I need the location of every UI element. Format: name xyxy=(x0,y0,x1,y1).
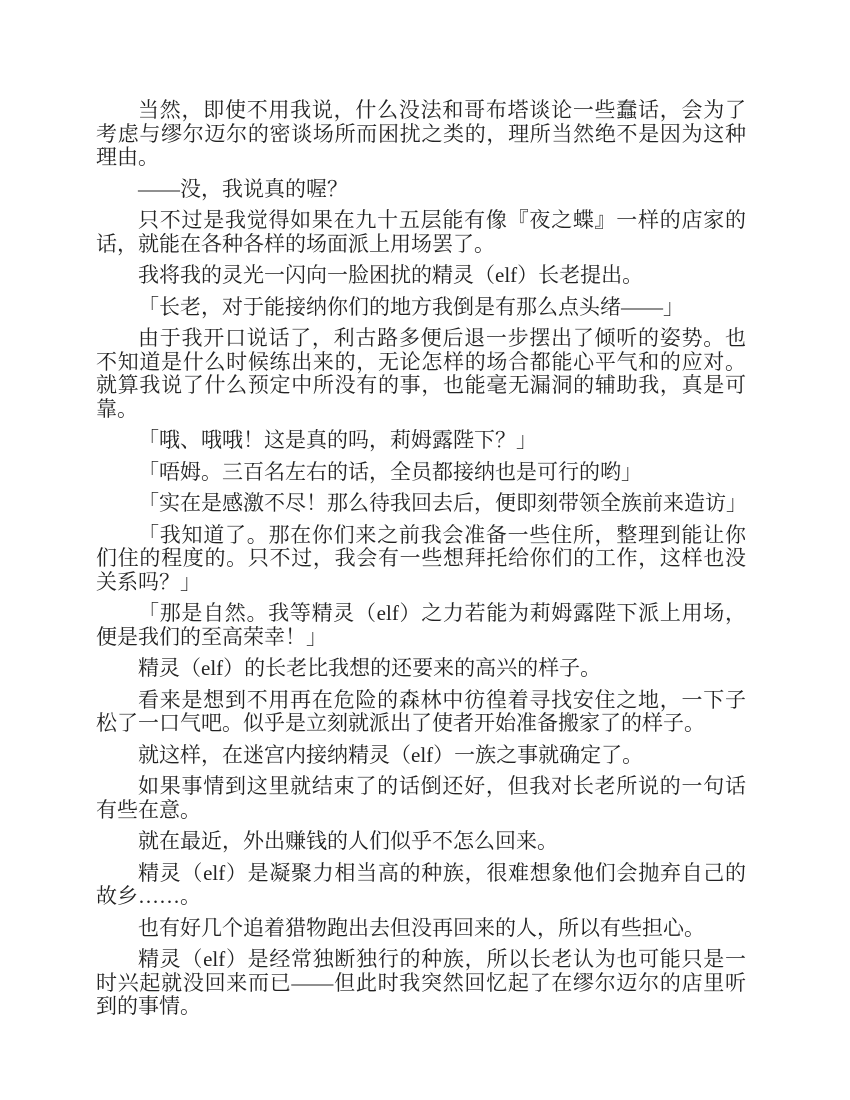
paragraph: 只不过是我觉得如果在九十五层能有像『夜之蝶』一样的店家的话，就能在各种各样的场面派上用场罢了。 xyxy=(96,208,746,256)
paragraph: 「我知道了。那在你们来之前我会准备一些住所，整理到能让你们住的程度的。只不过，我会有一些想拜托给你们的工作，这样也没关系吗？」 xyxy=(96,522,746,594)
paragraph: 由于我开口说话了，利古路多便后退一步摆出了倾听的姿势。也不知道是什么时候练出来的，无论怎样的场合都能心平气和的应对。就算我说了什么预定中所没有的事，也能毫无漏洞的辅助我，真是可靠。 xyxy=(96,326,746,421)
paragraph: 也有好几个追着猎物跑出去但没再回来的人，所以有些担心。 xyxy=(138,915,705,940)
paragraph: ——没，我说真的喔？ xyxy=(138,176,348,201)
paragraph: 就这样，在迷宫内接纳精灵（elf）一族之事就确定了。 xyxy=(138,742,644,767)
paragraph: 就在最近，外出赚钱的人们似乎不怎么回来。 xyxy=(138,829,558,853)
document-text xyxy=(96,99,746,1019)
paragraph: 精灵（elf）是经常独断独行的种族，所以长老认为也可能只是一时兴起就没回来而已——但此时我突然回忆起了在缪尔迈尔的店里听到的事情。 xyxy=(96,947,746,1018)
paragraph: 「长老，对于能接纳你们的地方我倒是有那么点头绪——」 xyxy=(138,294,684,319)
paragraph: 「哦、哦哦！这是真的吗，莉姆露陛下？」 xyxy=(138,428,537,452)
paragraph: 「唔姆。三百名左右的话，全员都接纳也是可行的哟」 xyxy=(138,459,642,484)
paragraph: 「那是自然。我等精灵（elf）之力若能为莉姆露陛下派上用场，便是我们的至高荣幸！」 xyxy=(96,601,746,649)
paragraph: 精灵（elf）的长老比我想的还要来的高兴的样子。 xyxy=(138,656,602,680)
paragraph: 精灵（elf）是凝聚力相当高的种族，很难想象他们会抛弃自己的故乡……。 xyxy=(96,860,746,908)
paragraph: 如果事情到这里就结束了的话倒还好，但我对长老所说的一句话有些在意。 xyxy=(96,774,746,822)
paragraph: 当然，即使不用我说，什么没法和哥布塔谈论一些蠢话，会为了考虑与缪尔迈尔的密谈场所而困扰之类的，理所当然绝不是因为这种理由。 xyxy=(96,98,746,169)
paragraph: 看来是想到不用再在危险的森林中彷徨着寻找安住之地，一下子松了一口气吧。似乎是立刻就派出了使者开始准备搬家了的样子。 xyxy=(96,687,746,735)
paragraph: 「实在是感激不尽！那么待我回去后，便即刻带领全族前来造访」 xyxy=(138,491,747,515)
paragraph: 我将我的灵光一闪向一脸困扰的精灵（elf）长老提出。 xyxy=(138,263,644,287)
